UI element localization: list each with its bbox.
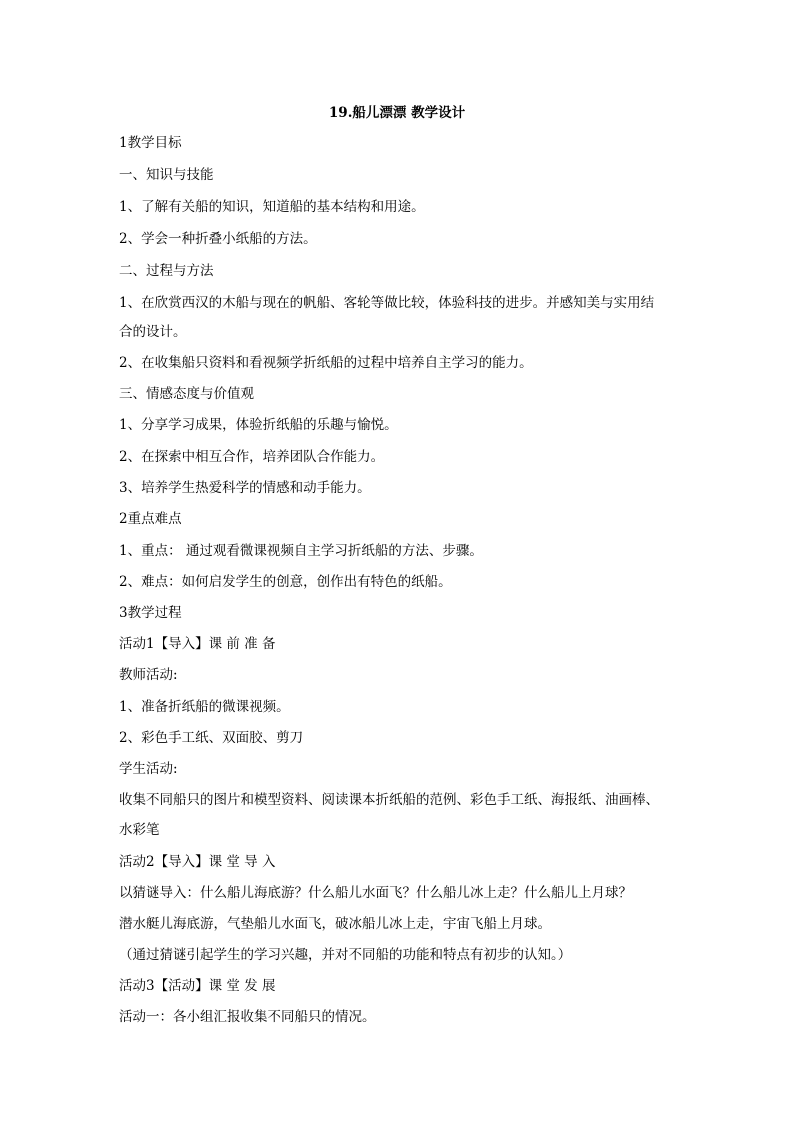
text-line: 1、分享学习成果，体验折纸船的乐趣与愉悦。 [119, 417, 398, 433]
text-line: 活动一：各小组汇报收集不同船只的情况。 [119, 1009, 376, 1025]
section-heading: 1教学目标 [119, 135, 182, 151]
text-line: 1、重点： 通过观看微课视频自主学习折纸船的方法、步骤。 [119, 543, 483, 559]
activity-heading: 活动2【导入】课 堂 导 入 [119, 854, 276, 870]
text-line: 1、了解有关船的知识，知道船的基本结构和用途。 [119, 199, 425, 215]
subsection-heading: 二、过程与方法 [119, 263, 214, 279]
text-line: 3、培养学生热爱科学的情感和动手能力。 [119, 480, 371, 496]
text-line: 2、在收集船只资料和看视频学折纸船的过程中培养自主学习的能力。 [119, 355, 533, 371]
text-line: 2、难点：如何启发学生的创意，创作出有特色的纸船。 [119, 574, 452, 590]
text-line: 1、准备折纸船的微课视频。 [119, 699, 290, 715]
text-line: 2、学会一种折叠小纸船的方法。 [119, 231, 317, 247]
text-line: 2、彩色手工纸、双面胶、剪刀 [119, 730, 304, 746]
text-line: 2、在探索中相互合作，培养团队合作能力。 [119, 449, 385, 465]
text-line: 收集不同船只的图片和模型资料、阅读课本折纸船的范例、彩色手工纸、海报纸、油画棒、 [119, 792, 659, 808]
text-line: （通过猜谜引起学生的学习兴趣，并对不同船的功能和特点有初步的认知。） [119, 947, 572, 963]
text-line: 学生活动: [119, 761, 178, 777]
text-line: 教师活动: [119, 667, 178, 683]
text-line: 潜水艇儿海底游，气垫船儿水面飞，破冰船儿冰上走，宇宙飞船上月球。 [119, 916, 551, 932]
text-line: 以猜谜导入：什么船儿海底游？什么船儿水面飞？什么船儿冰上走？什么船儿上月球？ [119, 885, 632, 901]
document-title: 19.船儿漂漂 教学设计 [328, 105, 466, 121]
activity-heading: 活动1【导入】课 前 准 备 [119, 636, 276, 652]
text-line: 1、在欣赏西汉的木船与现在的帆船、客轮等做比较，体验科技的进步。并感知美与实用结 [119, 295, 655, 311]
activity-heading: 活动3【活动】课 堂 发 展 [119, 978, 276, 994]
subsection-heading: 三、情感态度与价值观 [119, 386, 254, 402]
text-line: 合的设计。 [119, 324, 187, 340]
subsection-heading: 一、知识与技能 [119, 167, 214, 183]
section-heading: 3教学过程 [119, 605, 182, 621]
section-heading: 2重点难点 [119, 511, 182, 527]
text-line: 水彩笔 [119, 822, 160, 838]
